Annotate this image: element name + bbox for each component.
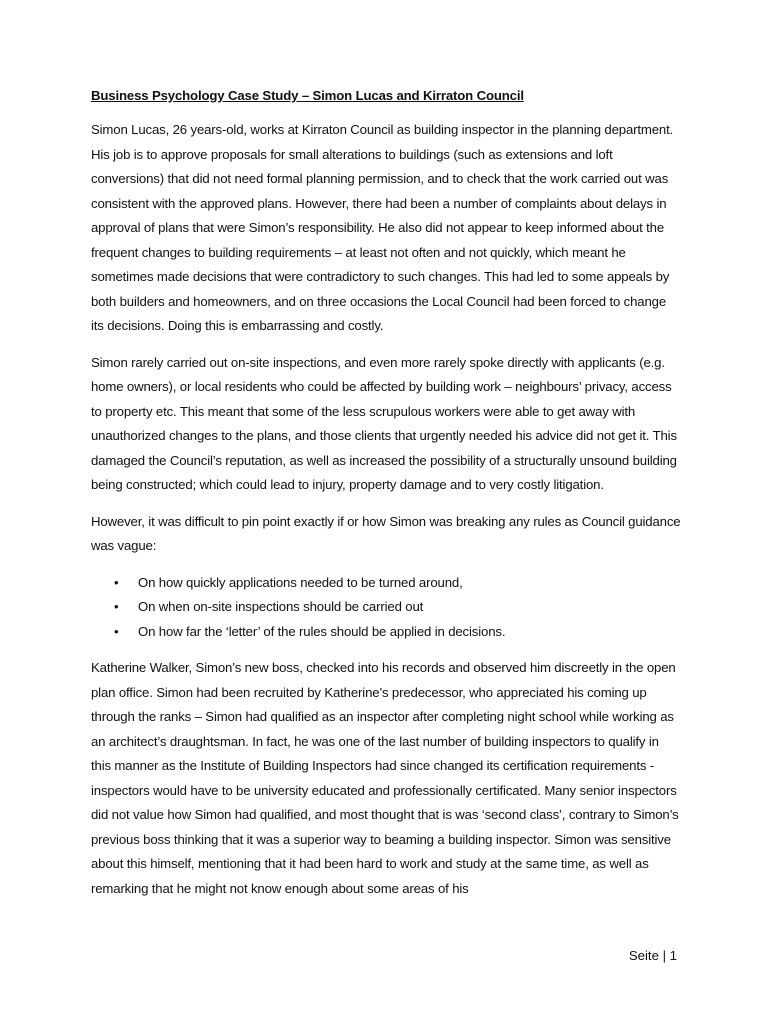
paragraph-inspections: Simon rarely carried out on-site inspections, and even more rarely spoke directly with applicants (e.g. home owners), or local residents who could be affected by building work – neighbours’ privacy, access to property etc. This meant that some of the less scrupulous workers were able to get away with unauthorized changes to the plans, and those clients that urgently needed his advice did not get it. This damaged the Council’s reputation, as well as increased the possibility of a structurally unsound building being constructed; which could lead to injury, property damage and to very costly litigation. <box>91 354 677 492</box>
list-item-text: On how far the ‘letter’ of the rules should be applied in decisions. <box>138 623 506 639</box>
paragraph-guidance: However, it was difficult to pin point exactly if or how Simon was breaking any rules as Council guidance was vague: <box>91 513 681 553</box>
list-item-text: On how quickly applications needed to be turned around, <box>138 574 463 590</box>
bullet-icon: • <box>114 623 119 639</box>
list-item <box>91 620 681 645</box>
list-item-text: On when on-site inspections should be carried out <box>138 599 424 614</box>
bullet-icon: • <box>114 599 119 614</box>
list-item <box>91 571 681 596</box>
paragraph-katherine: Katherine Walker, Simon’s new boss, checked into his records and observed him discreetly in the open plan office. Simon had been recruited by Katherine’s predecessor, who appreciated his coming up through the ranks – Simon had qualified as an inspector after completing night school while working as an architect’s draughtsman. In fact, he was one of the last number of building inspectors to qualify in this manner as the Institute of Building Inspectors had since changed its certification requirements - inspectors would have to be university educated and professionally certificated. Many senior inspectors did not value how Simon had qualified, and most thought that is was ‘second class’, contrary to Simon’s previous boss thinking that it was a superior way to beaming a building inspector. Simon was sensitive about this himself, mentioning that it had been hard to work and study at the same time, as well as remarking that he might not know enough about some areas of his <box>91 660 679 896</box>
document-body <box>91 86 681 913</box>
list-item <box>91 595 681 620</box>
document-title: Business Psychology Case Study – Simon Lucas and Kirraton Council <box>91 88 524 103</box>
bullet-icon: • <box>114 574 119 590</box>
guidance-bullet-list <box>91 571 681 645</box>
paragraph-intro: Simon Lucas, 26 years-old, works at Kirraton Council as building inspector in the planning department. His job is to approve proposals for small alterations to buildings (such as extensions and loft conversions) that did not need formal planning permission, and to check that the work carried out was consistent with the approved plans. However, there had been a number of complaints about delays in approval of plans that were Simon’s responsibility. He also did not appear to keep informed about the frequent changes to building requirements – at least not often and not quickly, which meant he sometimes made decisions that were contradictory to such changes. This had led to some appeals by both builders and homeowners, and on three occasions the Local Council had been forced to change its decisions. Doing this is embarrassing and costly. <box>91 122 674 333</box>
page-number: Seite | 1 <box>628 948 677 963</box>
